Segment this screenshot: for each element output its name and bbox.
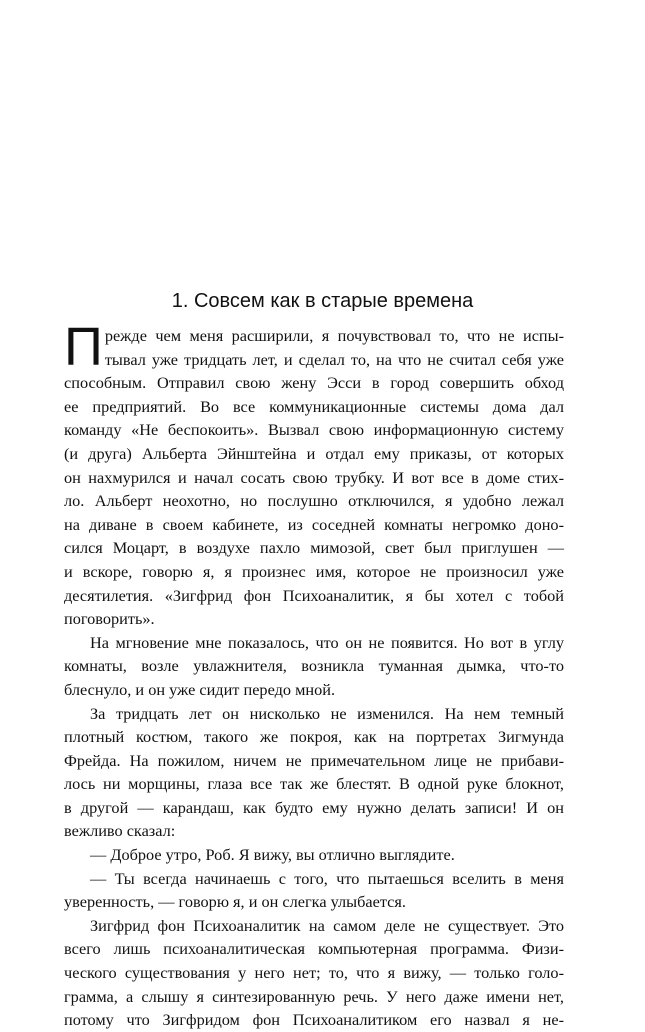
paragraph-2	[64, 631, 564, 702]
text-line: плотный костюм, такого же покроя, как на портретах Зигмунда	[64, 727, 564, 747]
text-line: — Доброе утро, Роб. Я вижу, вы отлично выглядите.	[90, 845, 455, 865]
paragraph-4	[64, 843, 564, 867]
text-line: — Ты всегда начинаешь с того, что пытаешься вселить в меня	[90, 868, 564, 888]
text-line: ческого существования у него нет; то, что я вижу, — только голо-	[64, 963, 564, 983]
text-line: Фрейда. На пожилом, ничем не примечательном лице не прибави-	[64, 750, 564, 770]
text-line: лось ни морщины, глаза все так же блестят. В одной руке блокнот,	[64, 774, 564, 794]
paragraph-5	[64, 867, 564, 914]
text-line: За тридцать лет он нисколько не изменился. На нем темный	[90, 703, 564, 723]
text-line: блеснуло, и он уже сидит передо мной.	[64, 679, 336, 699]
text-line: поговорить».	[64, 609, 155, 629]
body-text	[64, 317, 564, 1032]
paragraph-3	[64, 702, 564, 844]
text-line: потому что Зигфридом фон Психоаналитиком его назвал я не-	[64, 1010, 564, 1030]
text-line: тывал уже тридцать лет, и сделал то, на что не считал себя уже	[104, 349, 564, 369]
text-line: ее предприятий. Во все коммуникационные системы дома дал	[64, 396, 564, 416]
text-line: вежливо сказал:	[64, 821, 176, 841]
text-line: (и друга) Альберта Эйнштейна и отдал ему приказы, от которых	[64, 443, 564, 463]
text-line: десятилетия. «Зигфрид фон Психоаналитик, я бы хотел с тобой	[64, 585, 564, 605]
text-line: в другой — карандаш, как будто ему нужно делать записи! И он	[64, 797, 564, 817]
text-line: команду «Не беспокоить». Вызвал свою информационную систему	[64, 420, 564, 440]
paragraph-6	[64, 914, 564, 1032]
text-line: на диване в своем кабинете, из соседней комнаты негромко доно-	[64, 514, 564, 534]
text-line: сился Моцарт, в воздухе пахло мимозой, свет был приглушен —	[64, 538, 564, 558]
text-line: уверенность, — говорю я, и он слегка улыбается.	[64, 892, 406, 912]
text-line: Зигфрид фон Психоаналитик на самом деле не существует. Это	[90, 915, 564, 935]
chapter-title: 1. Совсем как в старые времена	[171, 290, 474, 312]
text-line: способным. Отправил свою жену Эсси в город совершить обход	[64, 373, 564, 393]
text-line: всего лишь психоаналитическая компьютерная программа. Физи-	[64, 939, 564, 959]
text-line: он нахмурился и начал сосать свою трубку. И вот все в доме стих-	[64, 467, 564, 487]
text-line: грамма, а слышу я синтезированную речь. У него даже имени нет,	[64, 986, 564, 1006]
text-line: режде чем меня расширили, я почувствовал то, что не испы-	[104, 326, 564, 345]
drop-cap: П	[64, 317, 103, 377]
text-line: комнаты, возле увлажнителя, возникла туманная дымка, что-то	[64, 656, 564, 676]
text-line: На мгновение мне показалось, что он не появится. Но вот в углу	[90, 632, 564, 652]
text-line: ло. Альберт неохотно, но послушно отключился, я удобно лежал	[64, 491, 564, 511]
text-line: и вскоре, говорю я, я произнес имя, которое не произносил уже	[64, 561, 564, 581]
paragraph-1	[64, 317, 564, 631]
